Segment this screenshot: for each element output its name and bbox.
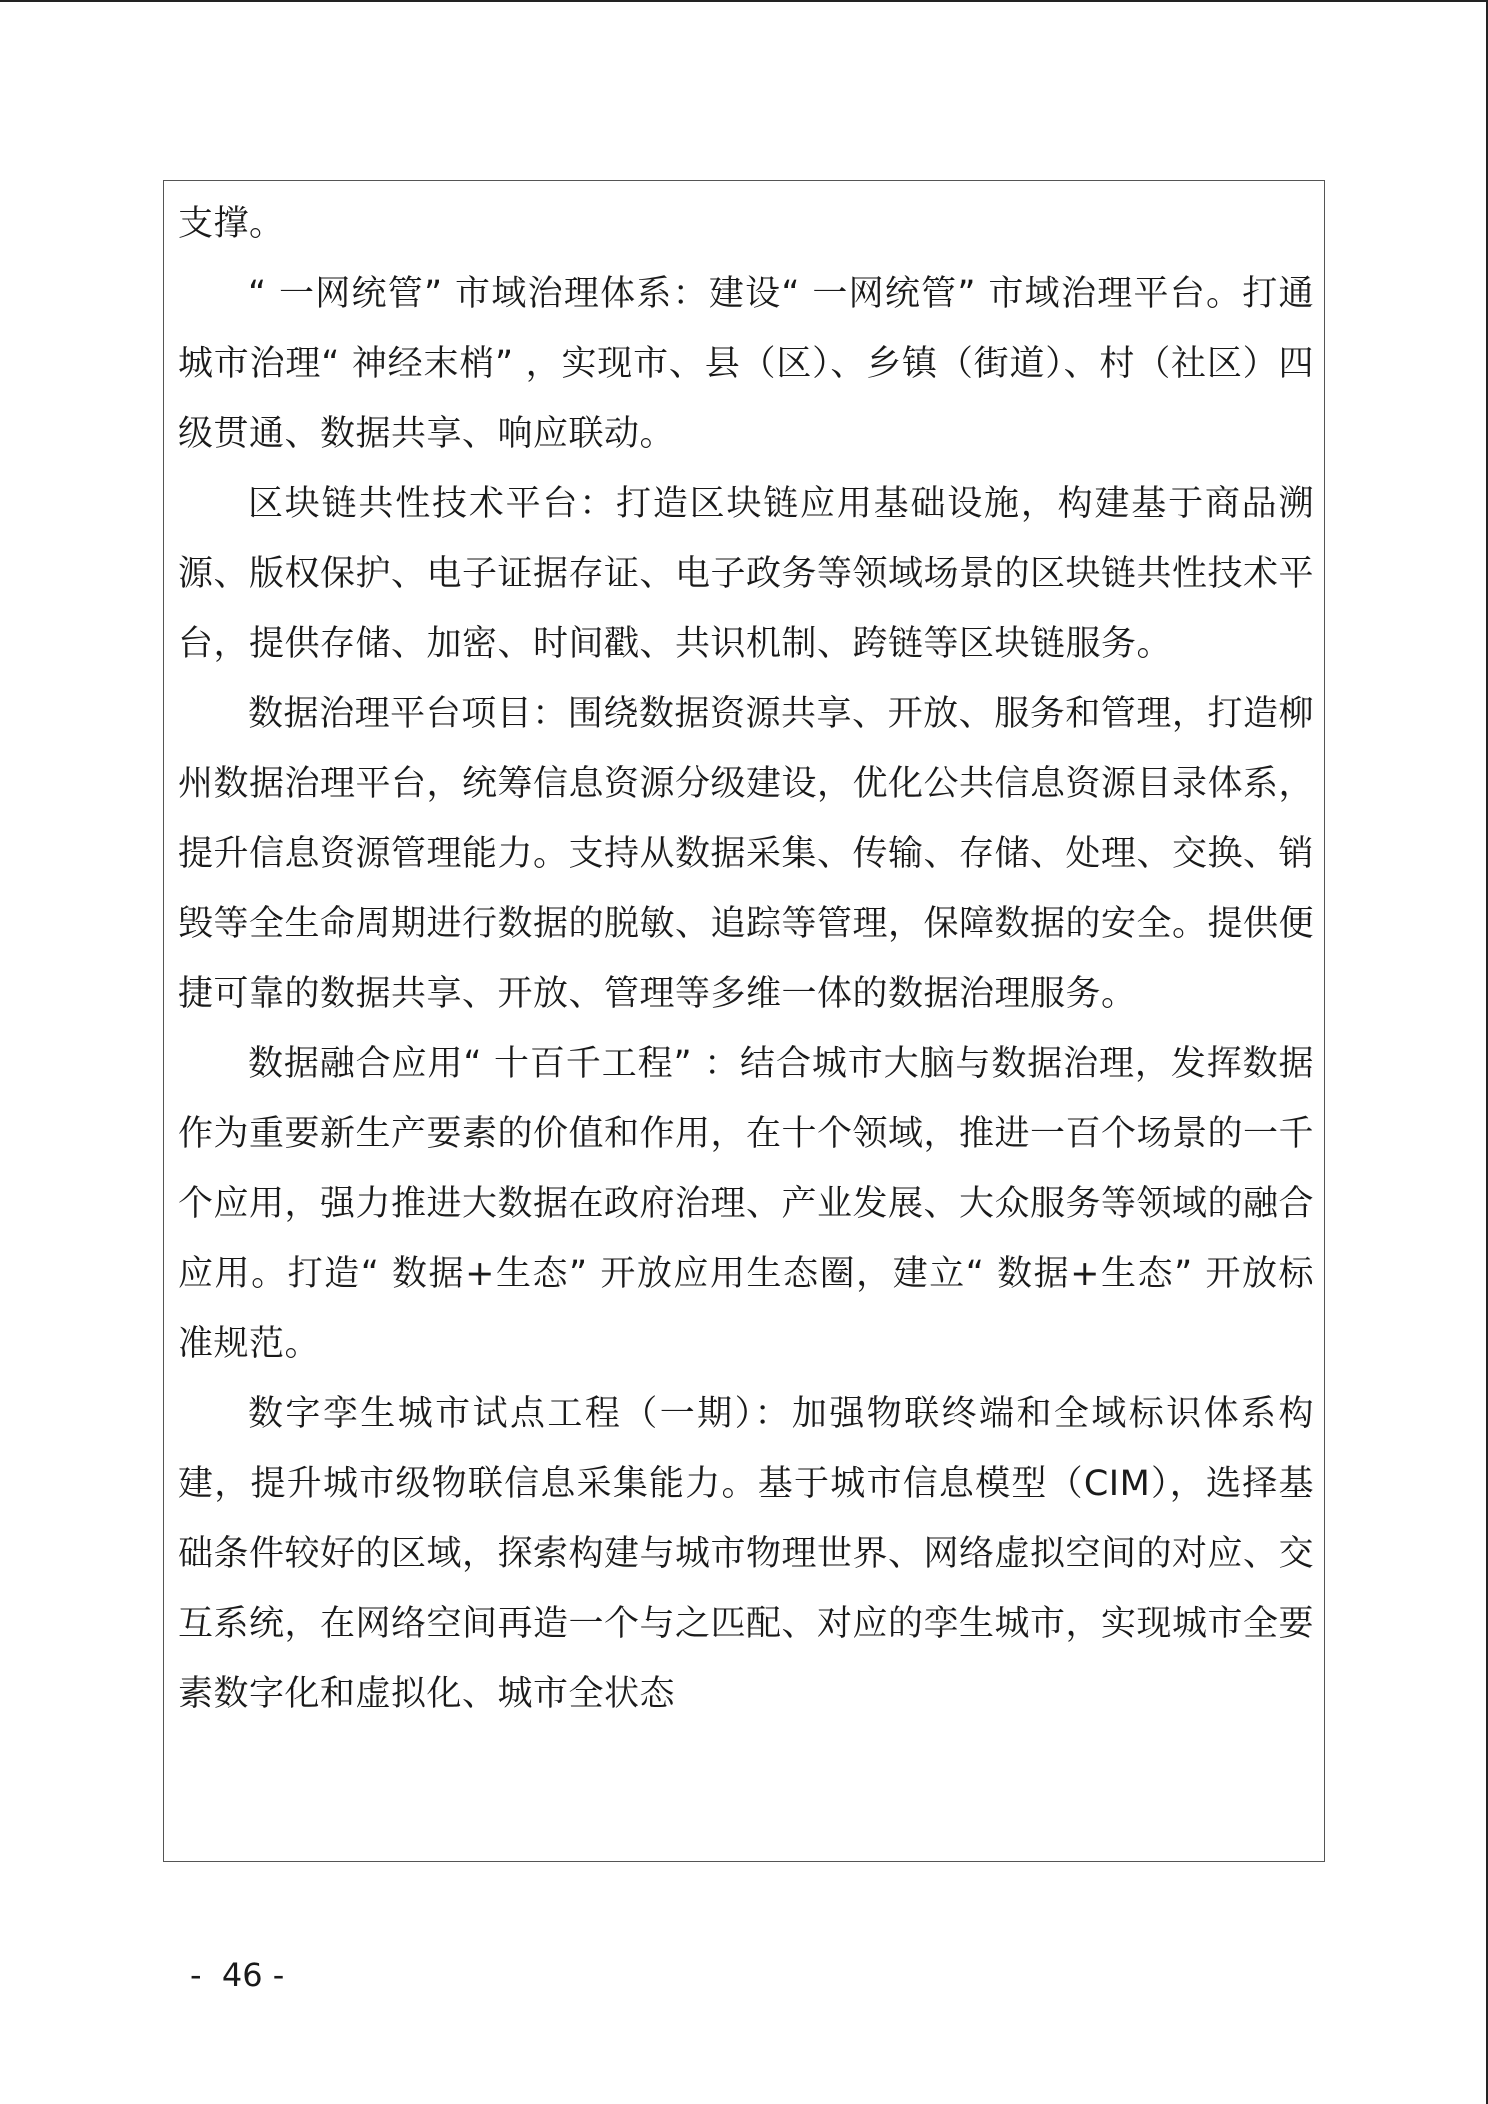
- page-number: - 46 -: [190, 1956, 285, 1994]
- page-top-border: [0, 0, 1488, 2]
- paragraph-unified-governance: “ 一网统管” 市域治理体系：建设“ 一网统管” 市域治理平台。打通城市治理“ 神经末梢” ，实现市、县（区）、乡镇（街道）、村（社区）四级贯通、数据共享、响应联动。: [178, 274, 1314, 454]
- paragraph-digital-twin-city: 数字孪生城市试点工程（一期）：加强物联终端和全域标识体系构建，提升城市级物联信息采集能力。基于城市信息模型（CIM），选择基础条件较好的区域，探索构建与城市物理世界、网络虚拟空间的对应、交互系统，在网络空间再造一个与之匹配、对应的孪生城市，实现城市全要素数字化和虚拟化、城市全状态: [178, 1394, 1315, 1714]
- paragraph-blockchain-platform: 区块链共性技术平台：打造区块链应用基础设施，构建基于商品溯源、版权保护、电子证据存证、电子政务等领域场景的区块链共性技术平台，提供存储、加密、时间戳、共识机制、跨链等区块链服务。: [178, 484, 1315, 664]
- paragraph-data-governance-platform: 数据治理平台项目：围绕数据资源共享、开放、服务和管理，打造柳州数据治理平台，统筹信息资源分级建设，优化公共信息资源目录体系，提升信息资源管理能力。支持从数据采集、传输、存储、处理、交换、销毁等全生命周期进行数据的脱敏、追踪等管理，保障数据的安全。提供便捷可靠的数据共享、开放、管理等多维一体的数据治理服务。: [178, 694, 1315, 1014]
- paragraph-support: 支撑。: [178, 204, 285, 244]
- paragraph-data-fusion-application: 数据融合应用“ 十百千工程” ：结合城市大脑与数据治理，发挥数据作为重要新生产要素的价值和作用，在十个领域，推进一百个场景的一千个应用，强力推进大数据在政府治理、产业发展、大众服务等领域的融合应用。打造“ 数据+生态” 开放应用生态圈，建立“ 数据+生态” 开放标准规范。: [178, 1044, 1315, 1364]
- document-text-box: [163, 180, 1325, 1862]
